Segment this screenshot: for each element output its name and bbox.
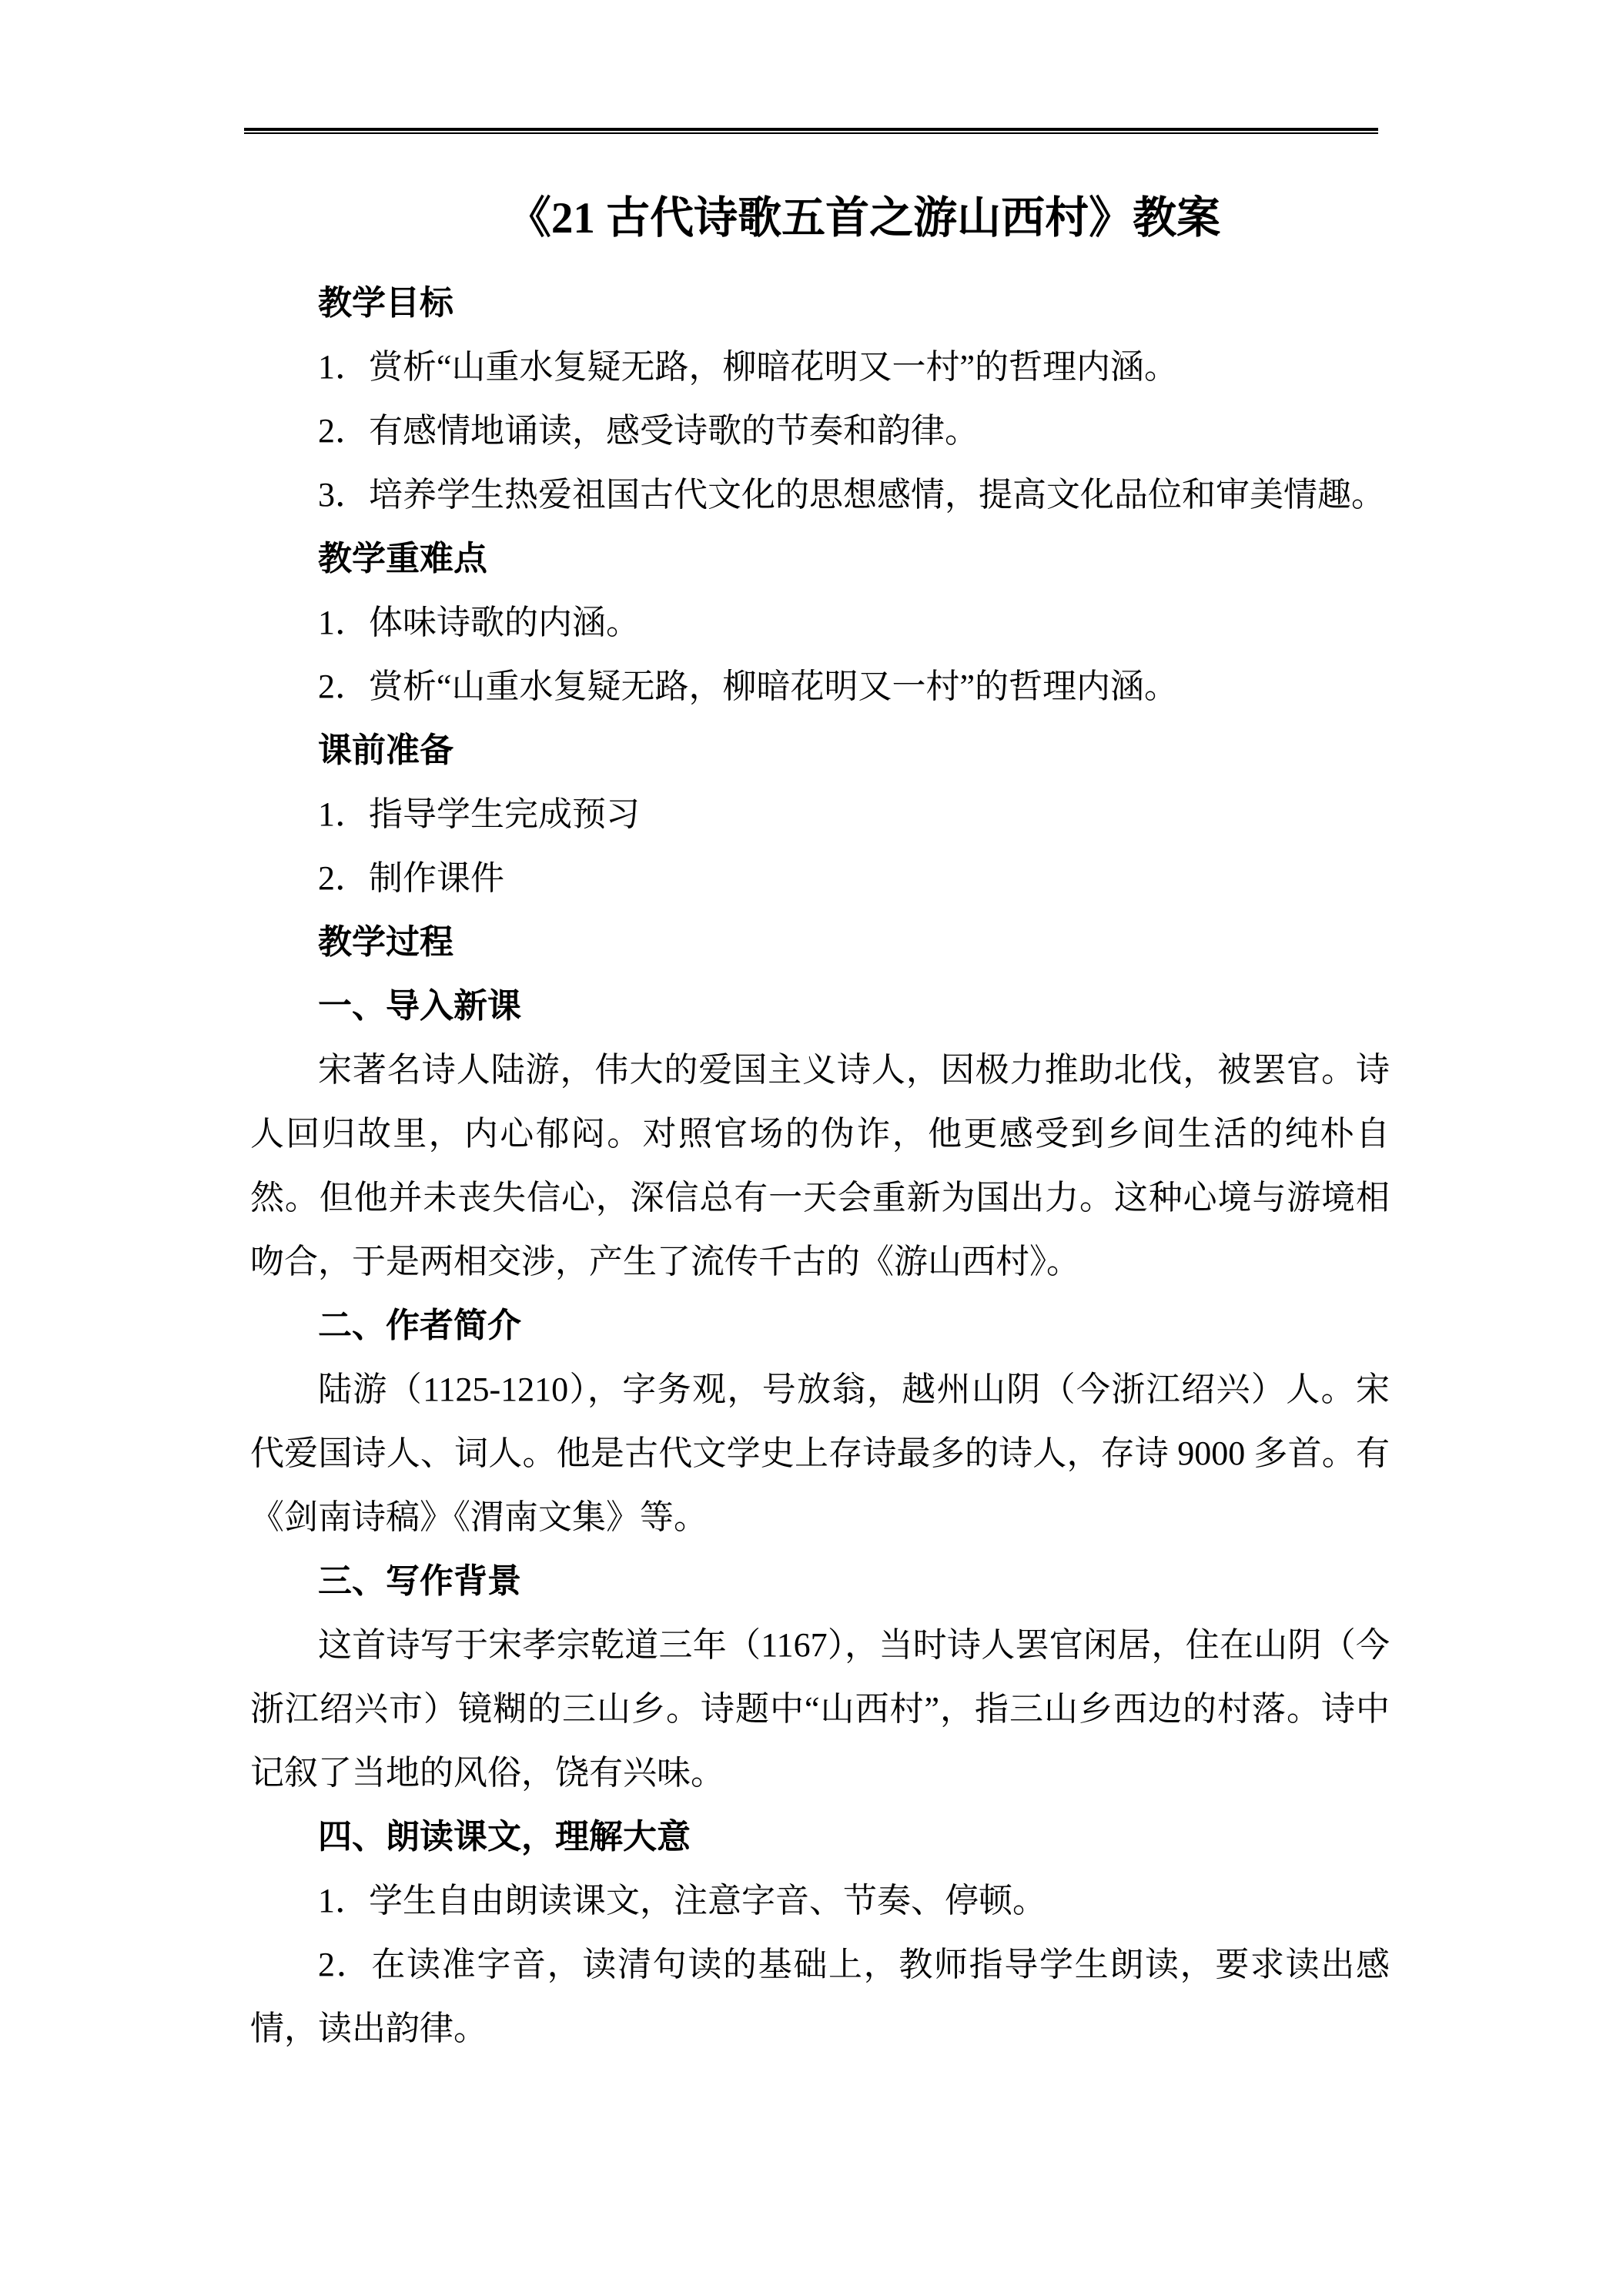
paragraph: 1．学生自由朗读课文，注意字音、节奏、停顿。 (318, 1882, 1046, 1919)
document-body (250, 271, 1390, 2060)
section-heading: 课前准备 (318, 731, 453, 769)
paragraph: 1．体味诗歌的内涵。 (318, 604, 640, 641)
header-rule (244, 128, 1378, 134)
paragraph: 这首诗写于宋孝宗乾道三年（1167），当时诗人罢官闲居，住在山阴（今浙江绍兴市）镜糊的三山乡。诗题中“山西村”，指三山乡西边的村落。诗中记叙了当地的风俗，饶有兴味。 (250, 1626, 1390, 1792)
section-heading: 四、朗读课文，理解大意 (318, 1818, 691, 1856)
paragraph: 2．有感情地诵读，感受诗歌的节奏和韵律。 (318, 412, 979, 450)
paragraph: 2．制作课件 (318, 859, 504, 897)
paragraph: 1．赏析“山重水复疑无路，柳暗花明又一村”的哲理内涵。 (318, 348, 1179, 386)
paragraph: 宋著名诗人陆游，伟大的爱国主义诗人，因极力推助北伐，被罢官。诗人回归故里，内心郁闷。对照官场的伪诈，他更感受到乡间生活的纯朴自然。但他并未丧失信心，深信总有一天会重新为国出力。这种心境与游境相吻合，于是两相交涉，产生了流传千古的《游山西村》。 (250, 1051, 1390, 1280)
section-heading: 教学过程 (318, 923, 453, 961)
paragraph: 2．赏析“山重水复疑无路，柳暗花明又一村”的哲理内涵。 (318, 668, 1179, 705)
section-heading: 教学重难点 (318, 540, 487, 577)
section-heading: 教学目标 (318, 284, 453, 322)
section-heading: 一、导入新课 (318, 987, 521, 1025)
section-heading: 三、写作背景 (318, 1562, 521, 1600)
paragraph: 2．在读准字音，读清句读的基础上，教师指导学生朗读，要求读出感情，读出韵律。 (250, 1946, 1390, 2047)
paragraph: 1．指导学生完成预习 (318, 795, 640, 833)
paragraph: 3．培养学生热爱祖国古代文化的思想感情，提高文化品位和审美情趣。 (318, 476, 1385, 514)
paragraph: 陆游（1125-1210），字务观，号放翁，越州山阴（今浙江绍兴）人。宋代爱国诗人、词人。他是古代文学史上存诗最多的诗人，存诗 9000 多首。有《剑南诗稿》《渭南文集》等。 (250, 1371, 1390, 1536)
section-heading: 二、作者简介 (318, 1307, 521, 1344)
page-title: 《21 古代诗歌五首之游山西村》教案 (507, 194, 1221, 243)
